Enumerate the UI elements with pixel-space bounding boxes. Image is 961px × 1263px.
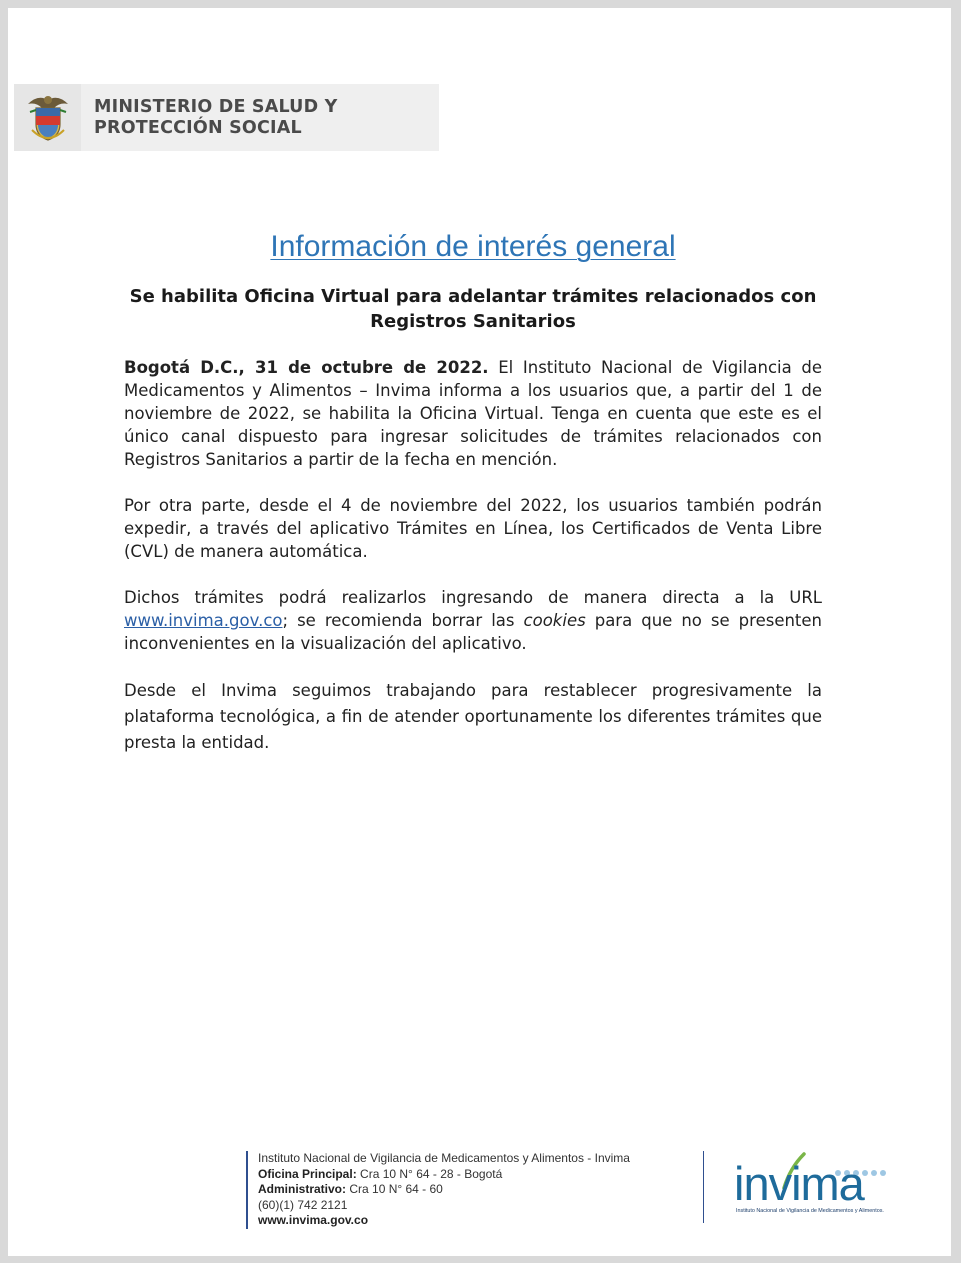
footer-institution: Instituto Nacional de Vigilancia de Medicamentos y Alimentos - Invima <box>258 1151 630 1165</box>
document-page <box>8 8 951 1256</box>
page-title: Información de interés general <box>270 230 676 263</box>
footer-divider <box>703 1151 704 1223</box>
paragraph-1 <box>124 356 822 471</box>
ministry-name <box>94 97 337 139</box>
ministry-header <box>14 84 439 151</box>
footer-principal-label: Oficina Principal: <box>258 1166 357 1181</box>
dateline: Bogotá D.C., 31 de octubre de 2022. <box>124 358 489 377</box>
ministry-name-line2: PROTECCIÓN SOCIAL <box>94 117 302 138</box>
logo-wordmark: invima <box>734 1157 864 1210</box>
footer-contact <box>246 1151 630 1229</box>
footer-phone: (60)(1) 742 2121 <box>258 1197 348 1212</box>
logo-tagline: Instituto Nacional de Vigilancia de Medicamentos y Alimentos. <box>736 1208 884 1214</box>
invima-url-link[interactable]: www.invima.gov.co <box>124 611 283 630</box>
footer-website-text: www.invima.gov.co <box>258 1213 369 1227</box>
cookies-term: cookies <box>523 611 586 630</box>
subtitle: Se habilita Oficina Virtual para adelantar trámites relacionados con Registros Sanitarios <box>129 286 817 332</box>
paragraph-3-middle: ; se recomienda borrar las <box>282 611 524 630</box>
footer-admin-value: Cra 10 N° 64 - 60 <box>346 1182 443 1196</box>
invima-logo <box>734 1148 914 1222</box>
footer-admin-label: Administrativo: <box>258 1182 347 1196</box>
paragraph-1-text: El Instituto Nacional de Vigilancia de Medicamentos y Alimentos – Invima informa a los usuarios que, a partir del 1 de noviembre de 2022, se habilita la Oficina Virtual. Tenga en cuenta que este es el único canal dispuesto para ingresar solicitudes de trámites relacionados con Registros Sanitarios a partir de la fecha en mención. <box>124 358 822 469</box>
paragraph-4: Desde el Invima seguimos trabajando para restablecer progresivamente la plataforma tecnológica, a fin de atender oportunamente los diferentes trámites que presta la entidad. <box>124 681 822 752</box>
coat-of-arms-icon <box>14 84 81 151</box>
footer-website <box>258 1213 630 1229</box>
footer-principal-value: Cra 10 N° 64 - 28 - Bogotá <box>356 1166 503 1181</box>
paragraph-3-after: para que no se presenten inconvenientes en la visualización del aplicativo. <box>124 611 823 653</box>
paragraph-3-before: Dichos trámites podrá realizarlos ingresando de manera directa a la URL <box>124 588 822 607</box>
body-text <box>124 356 822 779</box>
footer-admin <box>258 1182 630 1198</box>
paragraph-3 <box>124 586 822 655</box>
paragraph-2: Por otra parte, desde el 4 de noviembre del 2022, los usuarios también podrán expedir, a través del aplicativo Trámites en Línea, los Certificados de Venta Libre (CVL) de manera automática. <box>124 496 822 561</box>
footer-principal <box>258 1167 630 1183</box>
ministry-name-line1: MINISTERIO DE SALUD Y <box>94 96 338 117</box>
